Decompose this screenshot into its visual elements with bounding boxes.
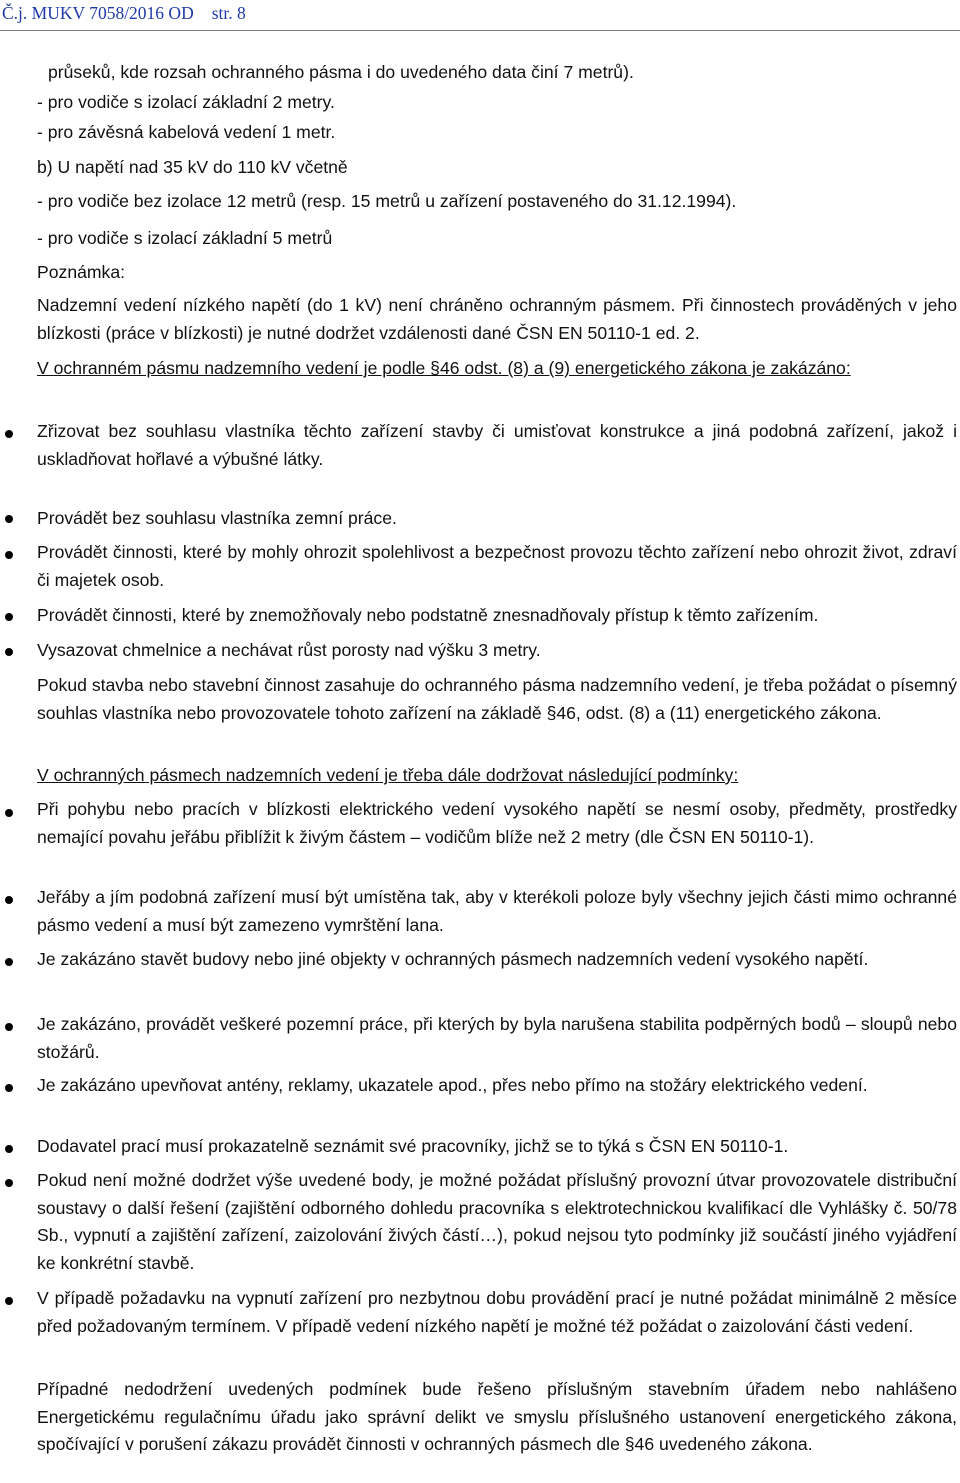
condition-item: Je zakázáno upevňovat antény, reklamy, ukazatele apod., přes nebo přímo na stožáry elektrického vedení. (37, 1075, 868, 1095)
bullet-icon (5, 515, 13, 523)
bullet-icon (5, 430, 13, 438)
page-header (2, 3, 246, 24)
bullet-icon (5, 1023, 13, 1031)
intro-line: - pro vodiče s izolací základní 2 metry. (37, 92, 335, 112)
prohibited-item: Provádět činnosti, které by mohly ohrozit spolehlivost a bezpečnost provozu těchto zařízení nebo ohrozit život, zdraví či majetek osob. (37, 542, 957, 590)
bullet-icon (5, 648, 13, 656)
note-paragraph: Nadzemní vedení nízkého napětí (do 1 kV) není chráněno ochranným pásmem. Při činnostech prováděných v jeho blízkosti (práce v blízkosti) je nutné dodržet vzdálenosti dané ČSN EN 50110-1 ed. 2. (37, 295, 957, 343)
prohibited-item: Provádět činnosti, které by znemožňovaly nebo podstatně znesnadňovaly přístup k těmto zařízením. (37, 605, 819, 625)
bullet-icon (5, 551, 13, 559)
closing-paragraph: Případné nedodržení uvedených podmínek bude řešeno příslušným stavebním úřadem nebo nahlášeno Energetickému regulačnímu úřadu jako správní delikt ve smyslu příslušného ustanovení energetického zákona, spočívající v porušení zákazu provádět činnosti v ochranných pásmech dle §46 uvedeného zákona. (37, 1379, 957, 1454)
prohibited-heading: V ochranném pásmu nadzemního vedení je podle §46 odst. (8) a (9) energetického zákona je zakázáno: (37, 358, 851, 378)
condition-item: Dodavatel prací musí prokazatelně seznámit své pracovníky, jichž se to týká s ČSN EN 50110-1. (37, 1136, 789, 1156)
consent-paragraph: Pokud stavba nebo stavební činnost zasahuje do ochranného pásma nadzemního vedení, je třeba požádat o písemný souhlas vlastníka nebo provozovatele tohoto zařízení na základě §46, odst. (8) a (11) energetického zákona. (37, 675, 957, 723)
bullet-icon (5, 809, 13, 817)
bullet-icon (5, 896, 13, 904)
condition-item: Je zakázáno, provádět veškeré pozemní práce, při kterých by byla narušena stabilita podpěrných bodů – sloupů nebo stožárů. (37, 1014, 957, 1062)
condition-item: Při pohybu nebo pracích v blízkosti elektrického vedení vysokého napětí se nesmí osoby, předměty, prostředky nemající povahu jeřábu přiblížit k živým částem – vodičům blíže než 2 metry (dle ČSN EN 50110-1). (37, 799, 957, 847)
document-reference: Č.j. MUKV 7058/2016 OD (2, 3, 194, 23)
page-number: str. 8 (211, 3, 246, 23)
intro-line: - pro závěsná kabelová vedení 1 metr. (37, 122, 336, 142)
bullet-icon (5, 1084, 13, 1092)
bullet-icon (5, 1297, 13, 1305)
header-rule (0, 30, 960, 31)
bullet-icon (5, 613, 13, 621)
condition-item: Je zakázáno stavět budovy nebo jiné objekty v ochranných pásmech nadzemních vedení vysokého napětí. (37, 949, 869, 969)
conditions-heading: V ochranných pásmech nadzemních vedení je třeba dále dodržovat následující podmínky: (37, 765, 739, 785)
condition-item: Jeřáby a jím podobná zařízení musí být umístěna tak, aby v kterékoli poloze byly všechny jejich části mimo ochranné pásmo vedení a musí být zamezeno vymrštění lana. (37, 887, 957, 935)
bullet-icon (5, 1179, 13, 1187)
bullet-icon (5, 1145, 13, 1153)
prohibited-item: Provádět bez souhlasu vlastníka zemní práce. (37, 508, 397, 528)
condition-item: V případě požadavku na vypnutí zařízení pro nezbytnou dobu provádění prací je nutné požádat minimálně 2 měsíce před požadovaným termínem. V případě vedení nízkého napětí je možné též požádat o zaizolování části vedení. (37, 1288, 957, 1336)
prohibited-item: Vysazovat chmelnice a nechávat růst porosty nad výšku 3 metry. (37, 640, 541, 660)
intro-line: - pro vodiče s izolací základní 5 metrů (37, 228, 333, 248)
intro-line: průseků, kde rozsah ochranného pásma i do uvedeného data činí 7 metrů). (48, 62, 634, 82)
prohibited-item: Zřizovat bez souhlasu vlastníka těchto zařízení stavby či umisťovat konstrukce a jiná podobná zařízení, jakož i uskladňovat hořlavé a výbušné látky. (37, 421, 957, 469)
intro-line: - pro vodiče bez izolace 12 metrů (resp. 15 metrů u zařízení postaveného do 31.12.1994). (37, 191, 737, 211)
intro-line: b) U napětí nad 35 kV do 110 kV včetně (37, 157, 348, 177)
condition-item: Pokud není možné dodržet výše uvedené body, je možné požádat příslušný provozní útvar provozovatele distribuční soustavy o další řešení (zajištění odborného dohledu pracovníka s elektrotechnickou kvalifikací dle Vyhlášky č. 50/78 Sb., vypnutí a zajištění zařízení, zaizolování živých částí…), pokud nejsou tyto podmínky již součástí jiného vyjádření ke konkrétní stavbě. (37, 1170, 957, 1273)
bullet-icon (5, 958, 13, 966)
note-label: Poznámka: (37, 262, 126, 282)
